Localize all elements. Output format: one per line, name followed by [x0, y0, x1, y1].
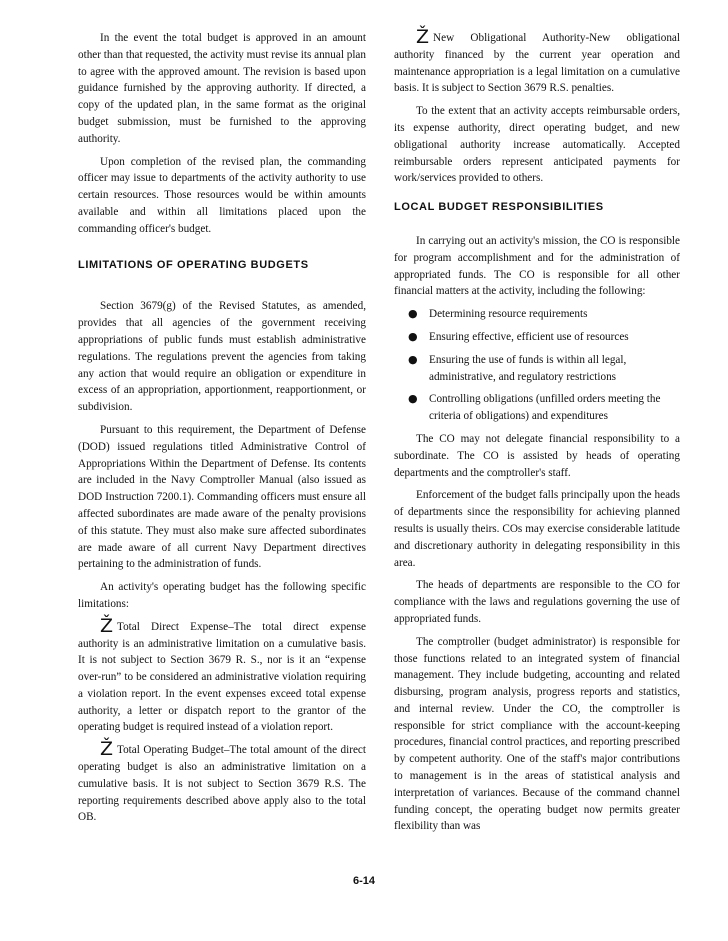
list-item: ● Controlling obligations (unfilled orders meeting the criteria of obligations) and expenditures — [408, 392, 661, 423]
paragraph-section-3679: Section 3679(g) of the Revised Statutes, as amended, provides that all agencies of the government receiving appropriations of public funds must establish administrative regulations. The regulations prevent the agencies from taking any action that would require an obligation or expenditure in excess of an appropriation, apportionment, reapportionment, or subdivision. — [78, 300, 366, 414]
bullet-icon: ● — [408, 352, 418, 366]
paragraph-co-responsibility: In carrying out an activity's mission, the CO is responsible for program accomplishment and for the administration of appropriated funds. The CO is responsible for all other financial matters at the activity, including the following: — [394, 234, 680, 298]
z-mark-icon: Ž — [100, 738, 114, 761]
paragraph-dod-regulations: Pursuant to this requirement, the Department of Defense (DOD) issued regulations titled Administrative Control of Appropriations Within the Department of Defense. Its contents are included in the Navy Comptroller Manual (also issued as DOD Instruction 7200.1). Commanding officers must ensure all affected subordinates are made aware of the penalty provisions of this statute. They must also make sure affected subordinates are made aware of all current Navy Department directives pertaining to the administration of funds. — [78, 423, 366, 571]
bullet-icon: ● — [408, 329, 418, 343]
bullet-icon: ● — [408, 307, 418, 321]
responsibility-list — [394, 306, 680, 425]
list-item: ● Determining resource requirements — [408, 306, 680, 323]
z-mark-icon: Ž — [416, 26, 430, 48]
item-text: New Obligational Authority-New obligational authority financed by the current year operation and maintenance appropriation is a legal limitation on a cumulative basis. It is subject to Section 3679 R.S. penalties. — [394, 32, 680, 95]
list-item: ● Ensuring the use of funds is within all legal, administrative, and regulatory restrictions — [408, 352, 627, 383]
item-text: Total Operating Budget–The total amount of the direct operating budget is also an administrative limitation on a cumulative basis. It is not subject to Section 3679 R.S. The reporting requirements described above apply also to the total OB. — [78, 744, 366, 824]
heading-local-budget: LOCAL BUDGET RESPONSIBILITIES — [394, 201, 604, 214]
left-column — [78, 30, 366, 832]
paragraph-department-heads: The heads of departments are responsible to the CO for compliance with the laws and regulations governing the use of appropriated funds. — [394, 579, 680, 625]
paragraph-specific-limitations: An activity's operating budget has the following specific limitations: — [78, 581, 366, 610]
page-number: 6-14 — [352, 875, 376, 887]
bullet-icon: ● — [408, 392, 418, 406]
right-column — [394, 26, 680, 841]
heading-limitations: LIMITATIONS OF OPERATING BUDGETS — [78, 258, 309, 271]
item-total-operating-budget — [78, 738, 366, 826]
item-new-obligational-authority — [394, 26, 680, 97]
item-text: Total Direct Expense–The total direct expense authority is an administrative limitation on a cumulative basis. It is not subject to Section 3679 R. S., nor is it an “expense over-run” to be considered an administrative violation requiring a violation report. In the event expenses exceed total expense authority, a letter or dispatch report to the grantor of the operating budget is required instead of a violation report. — [78, 620, 366, 734]
paragraph-revised-budget: In the event the total budget is approved in an amount other than that requested, the activity must revise its annual plan to agree with the approved amount. The revision is based upon guidance furnished by the approving authority. If directed, a copy of the updated plan, in the same format as the original budget submission, must be furnished to the approving authority. — [78, 32, 366, 145]
paragraph-revised-plan: Upon completion of the revised plan, the commanding officer may issue to departments of the activity authority to use certain resources. Those resources would be within amounts available and within all limitations placed upon the commanding officer's budget. — [78, 155, 366, 235]
paragraph-reimbursable-orders: To the extent that an activity accepts reimbursable orders, its expense authority, direct operating budget, and new obligational authority increase automatically. Accepted reimbursable orders represent anticipated payments for work/services provided to others. — [394, 105, 680, 185]
z-mark-icon: Ž — [100, 614, 114, 637]
list-item: ● Ensuring effective, efficient use of resources — [408, 329, 680, 346]
paragraph-comptroller: The comptroller (budget administrator) is responsible for those functions related to an integrated system of financial management. They include budgeting, accounting and related disbursing, program analysis, progress reports and statistics, and internal review. Under the CO, the comptroller is responsible for strict compliance with the account-keeping procedures, financial control practices, and reporting prescribed by competent authority. One of the staff's major contributions to management is in the areas of statistical analysis and interpretation of variances. Because of the command channel funding concept, the operating budget now permits greater flexibility than was — [394, 635, 680, 833]
item-total-direct-expense — [78, 614, 366, 737]
paragraph-co-delegation: The CO may not delegate financial responsibility to a subordinate. The CO is assisted by heads of operating departments and the comptroller's staff. — [394, 432, 680, 479]
paragraph-enforcement: Enforcement of the budget falls principally upon the heads of departments since the responsibility for achieving planned results is usually theirs. COs may exercise considerable latitude and discretionary authority in delegating responsibility in this area. — [394, 489, 680, 569]
